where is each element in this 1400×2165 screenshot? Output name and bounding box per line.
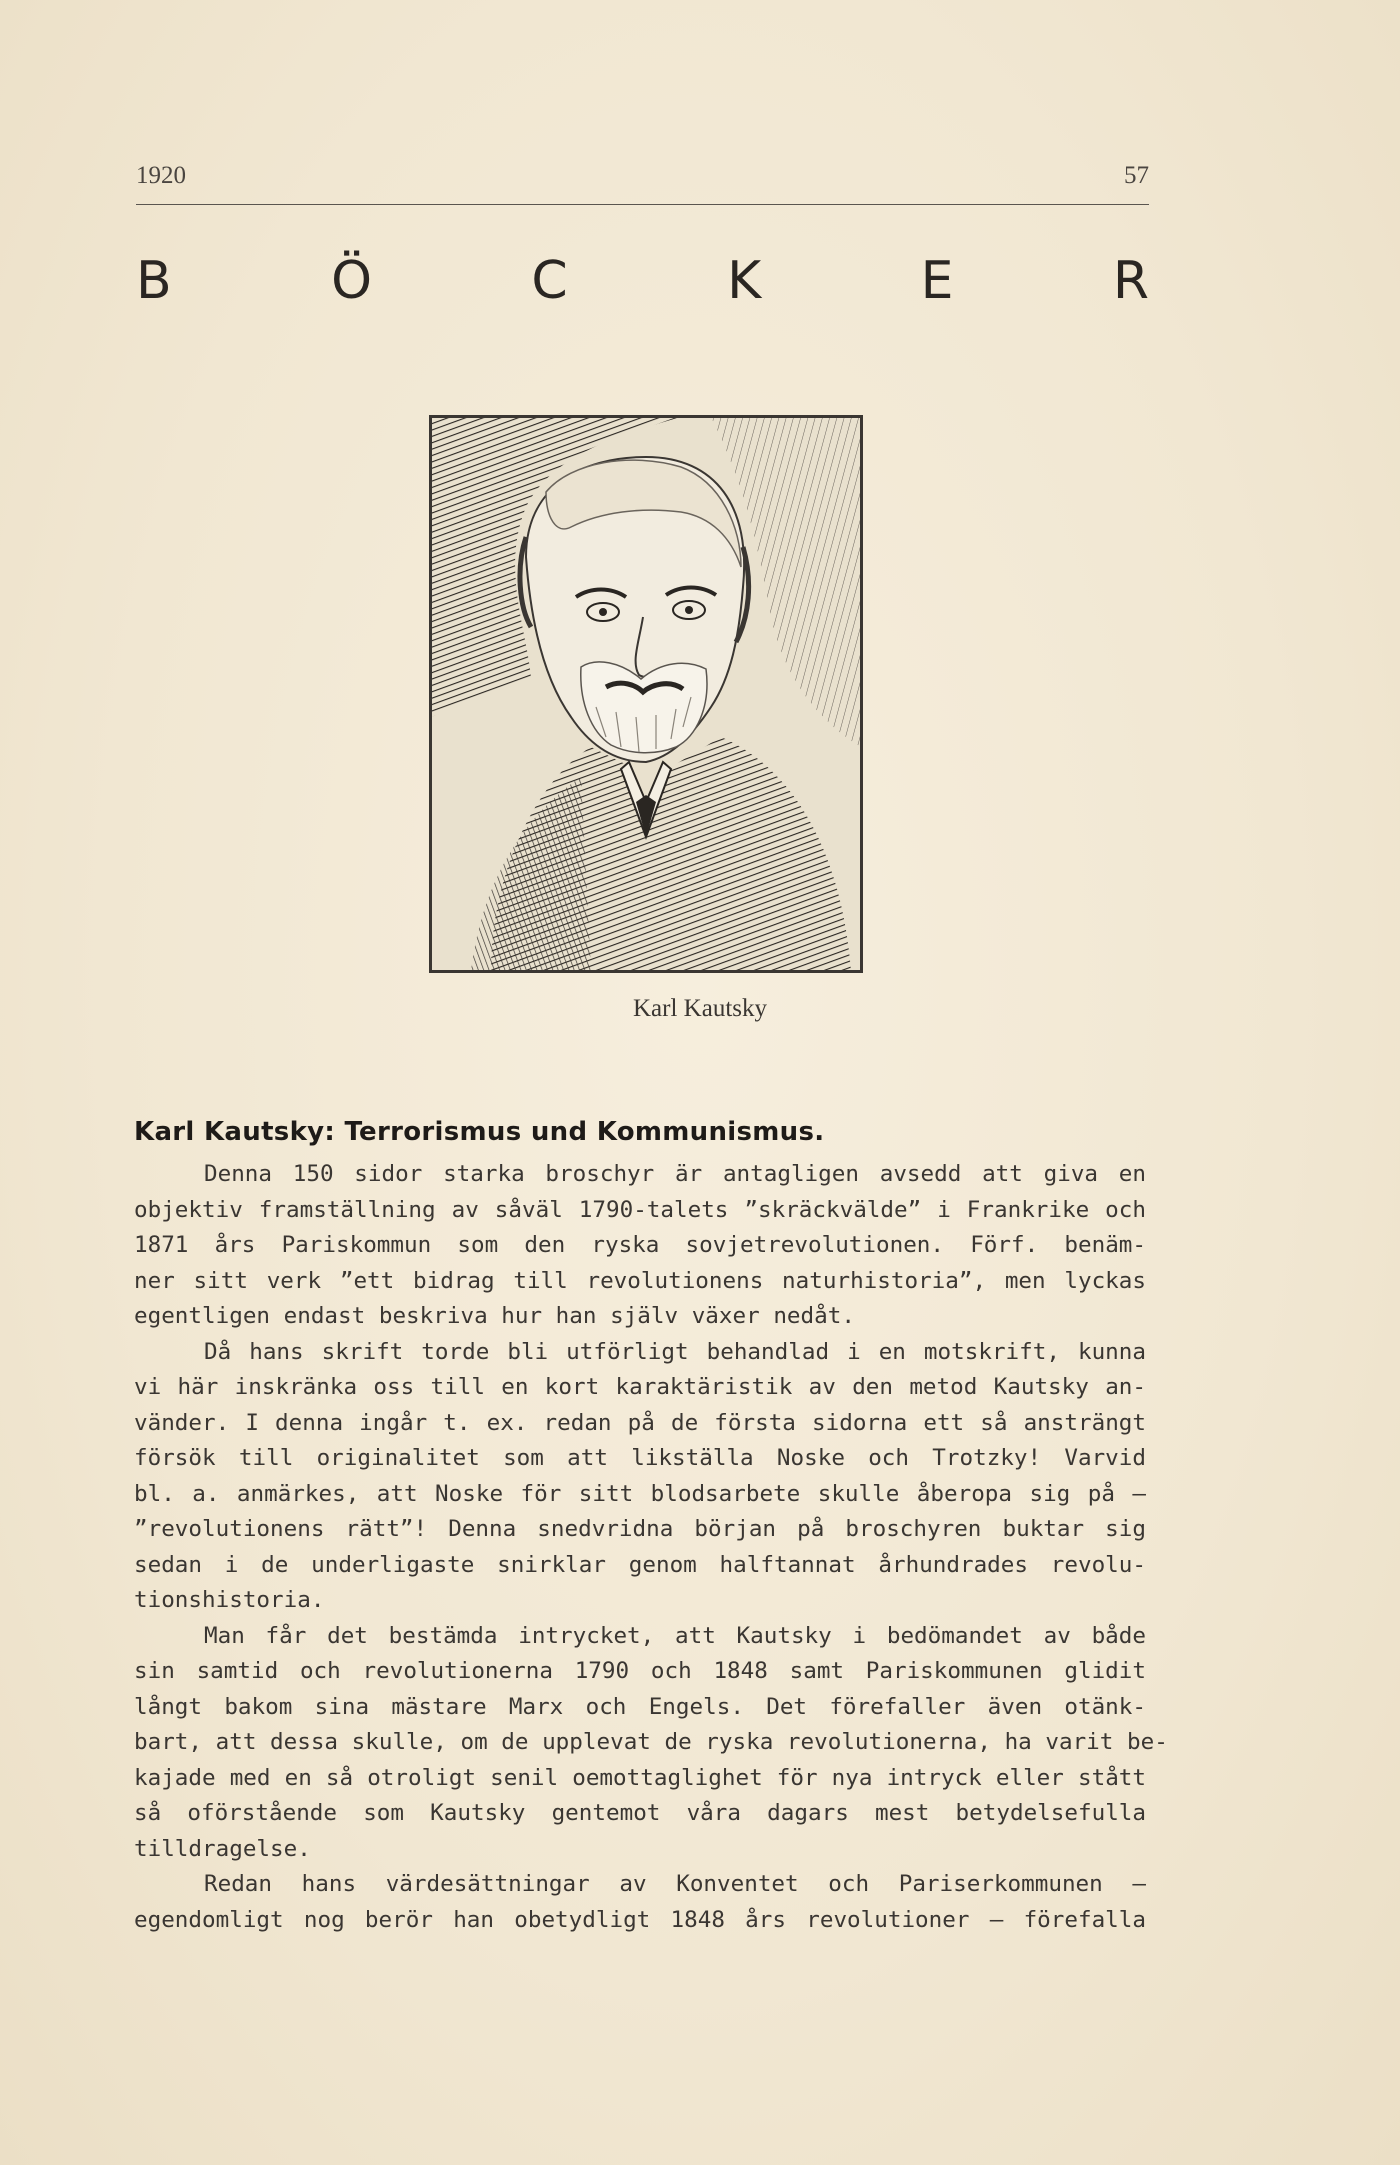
- text-line: så oförstående som Kautsky gentemot våra dagars mest betydelsefulla: [134, 1800, 1146, 1826]
- portrait-drawing: [431, 417, 861, 971]
- text-line: sin samtid och revolutionerna 1790 och 1848 samt Pariskommunen glidit: [134, 1658, 1146, 1684]
- page-header: [136, 162, 1149, 208]
- text-line: långt bakom sina mästare Marx och Engels. Det förefaller även otänk-: [134, 1693, 1146, 1720]
- text-line: vi här inskränka oss till en kort karaktäristik av den metod Kautsky an-: [134, 1374, 1146, 1400]
- section-title-letter: R: [1112, 251, 1149, 311]
- header-rule: [136, 204, 1149, 205]
- text-line: försök till originalitet som att likställa Noske och Trotzky! Varvid: [134, 1445, 1146, 1471]
- portrait-image: [429, 415, 863, 973]
- text-line: kajade med en så otroligt senil oemottaglighet för nya intryck eller stått: [134, 1764, 1146, 1791]
- text-line: objektiv framställning av såväl 1790-talets ”skräckvälde” i Frankrike och: [134, 1196, 1146, 1223]
- portrait-caption: Karl Kautsky: [633, 995, 767, 1022]
- text-line: Redan hans värdesättningar av Konventet och Pariserkommunen —: [204, 1871, 1146, 1897]
- section-title-letter: C: [531, 251, 568, 311]
- article-title: Karl Kautsky: Terrorismus und Kommunismus.: [134, 1117, 825, 1147]
- section-title-letter: Ö: [331, 251, 373, 311]
- text-line: 1871 års Pariskommun som den ryska sovjetrevolutionen. Förf. benäm-: [134, 1232, 1146, 1258]
- text-line: egendomligt nog berör han obetydligt 1848 års revolutioner — förefalla: [134, 1906, 1146, 1933]
- text-line: tionshistoria.: [134, 1587, 325, 1613]
- text-line: Denna 150 sidor starka broschyr är antagligen avsedd att giva en: [204, 1161, 1146, 1187]
- section-title-letter: B: [136, 251, 172, 311]
- text-line: egentligen endast beskriva hur han själv växer nedåt.: [134, 1303, 855, 1329]
- text-line: ”revolutionens rätt”! Denna snedvridna början på broschyren buktar sig: [134, 1516, 1146, 1542]
- header-page-number: 57: [1124, 162, 1149, 189]
- section-title-letter: E: [920, 251, 954, 311]
- section-title: [136, 246, 1149, 316]
- text-line: ner sitt verk ”ett bidrag till revolutionens naturhistoria”, men lyckas: [134, 1267, 1146, 1294]
- article-body: [134, 1157, 1168, 1938]
- text-line: tilldragelse.: [134, 1835, 311, 1862]
- article: [134, 1115, 1168, 1938]
- header-year: 1920: [136, 162, 186, 189]
- section-title-letter: K: [727, 251, 762, 311]
- text-line: Man får det bestämda intrycket, att Kautsky i bedömandet av både: [204, 1622, 1146, 1649]
- text-line: bart, att dessa skulle, om de upplevat de ryska revolutionerna, ha varit be-: [134, 1729, 1168, 1755]
- text-line: Då hans skrift torde bli utförligt behandlad i en motskrift, kunna: [204, 1338, 1146, 1365]
- text-line: vänder. I denna ingår t. ex. redan på de första sidorna ett så ansträngt: [134, 1409, 1146, 1436]
- text-line: sedan i de underligaste snirklar genom halftannat århundrades revolu-: [134, 1551, 1146, 1578]
- text-line: bl. a. anmärkes, att Noske för sitt blodsarbete skulle åberopa sig på —: [134, 1480, 1146, 1507]
